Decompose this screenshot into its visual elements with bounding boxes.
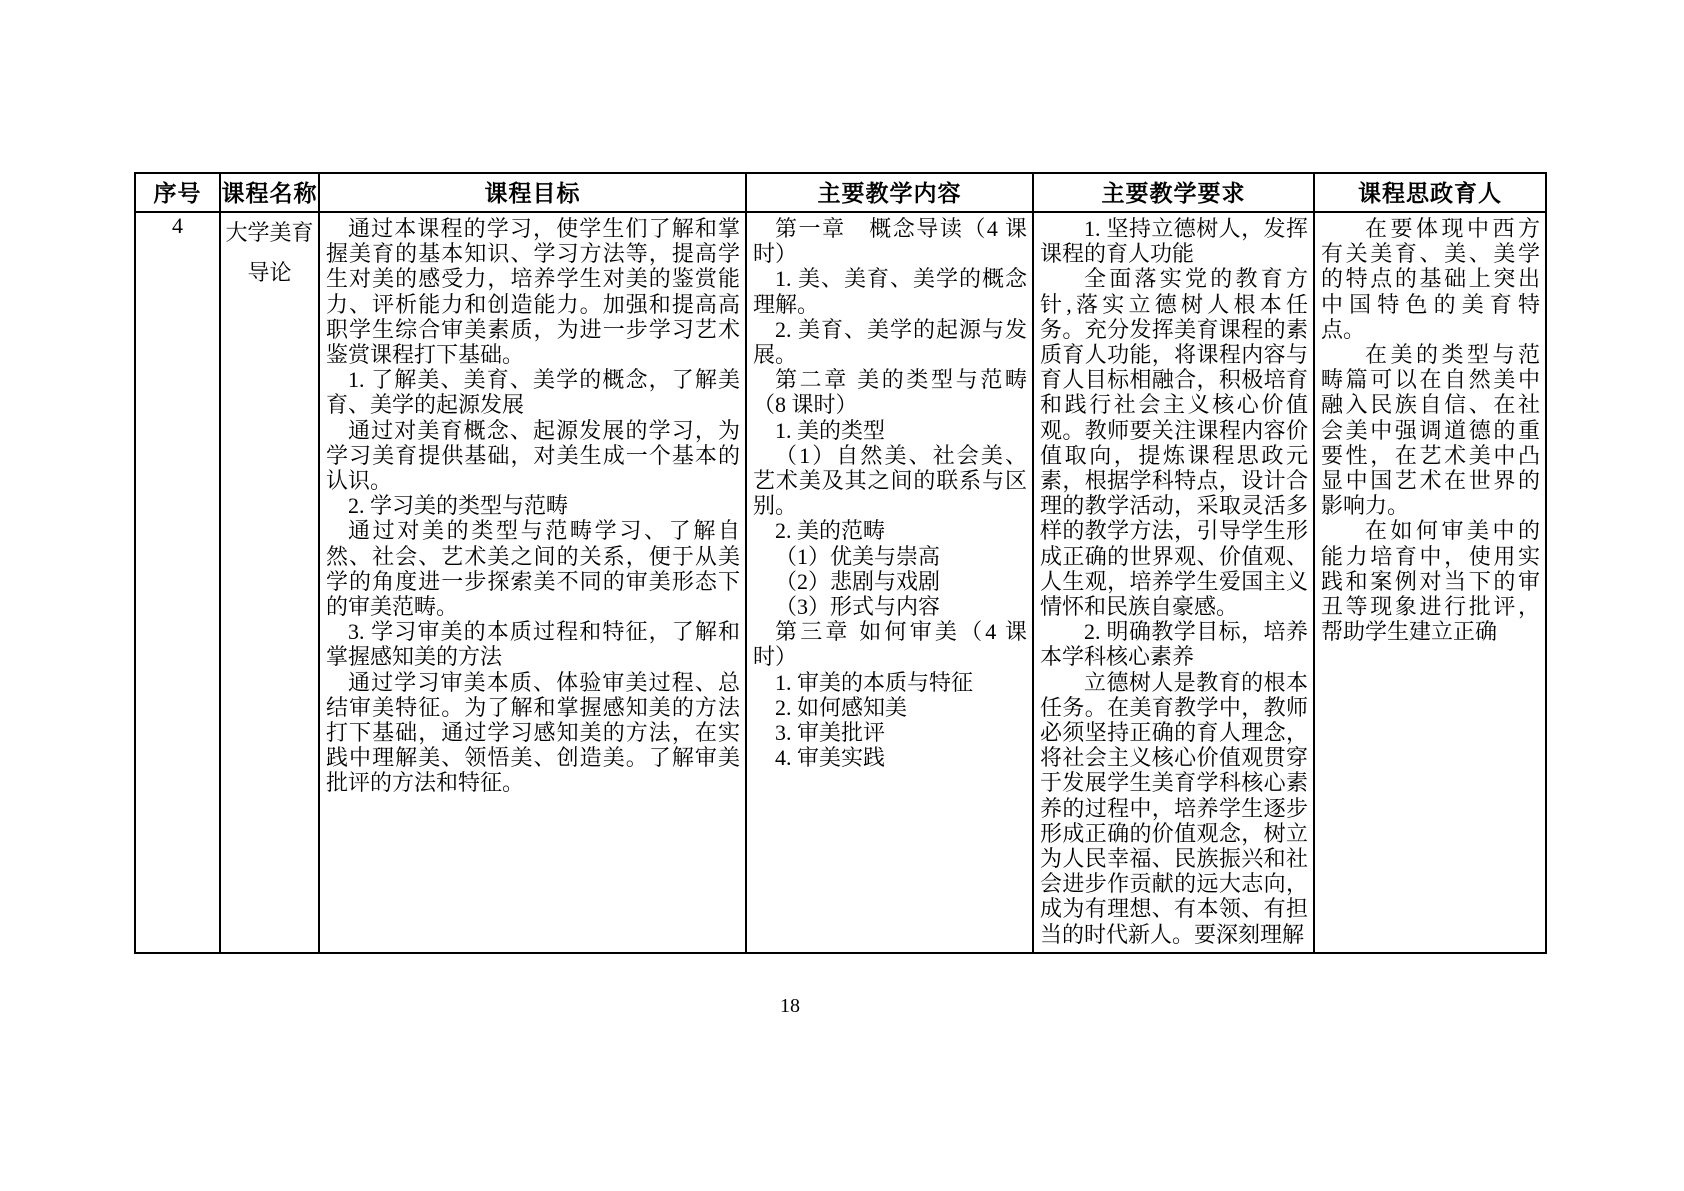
paragraph: 在要体现中西方有关美育、美、美学的特点的基础上突出中国特色的美育特点。 bbox=[1321, 216, 1540, 342]
requirements-cell bbox=[1033, 212, 1314, 953]
page-number: 18 bbox=[780, 995, 800, 1017]
content-subitem: （1）自然美、社会美、艺术美及其之间的联系与区别。 bbox=[753, 442, 1027, 519]
content-item: 3. 审美批评 bbox=[775, 720, 886, 746]
chapter-heading: 第三章 如何审美（4 课时） bbox=[753, 619, 1027, 670]
content-text bbox=[747, 213, 1032, 775]
paragraph: 通过本课程的学习，使学生们了解和掌握美育的基本知识、学习方法等，提高学生对美的感受力，培养学生对美的鉴赏能力、评析能力和创造能力。加强和提高高职学生综合审美素质，为进一步学习艺术鉴赏课程打下基础。 bbox=[326, 216, 740, 368]
course-name-line1: 大学美育 bbox=[225, 220, 314, 245]
content-item: 1. 审美的本质与特征 bbox=[775, 669, 974, 695]
ideology-cell bbox=[1314, 212, 1546, 953]
header-cell-requirements: 主要教学要求 bbox=[1033, 173, 1314, 212]
content-subitem: （1）优美与崇高 bbox=[775, 543, 941, 569]
requirements-text bbox=[1034, 213, 1313, 952]
ideology-text bbox=[1315, 213, 1545, 649]
header-cell-ideology: 课程思政育人 bbox=[1314, 173, 1546, 212]
paragraph: 在如何审美中的能力培育中，使用实践和案例对当下的审丑等现象进行批评，帮助学生建立正确 bbox=[1321, 518, 1540, 645]
paragraph: 通过对美的类型与范畴学习、了解自然、社会、艺术美之间的关系，便于从美学的角度进一步探索美不同的审美形态下的审美范畴。 bbox=[326, 518, 740, 620]
content-item: 4. 审美实践 bbox=[775, 745, 886, 771]
paragraph: 1. 坚持立德树人，发挥课程的育人功能 bbox=[1040, 216, 1308, 267]
header-cell-course-name: 课程名称 bbox=[220, 173, 319, 212]
header-cell-index: 序号 bbox=[135, 173, 220, 212]
paragraph: 3. 学习审美的本质过程和特征，了解和掌握感知美的方法 bbox=[326, 619, 740, 670]
header-cell-objectives: 课程目标 bbox=[319, 173, 746, 212]
content-item: 2. 美育、美学的起源与发展。 bbox=[753, 316, 1027, 368]
chapter-heading: 第一章 概念导读（4 课时） bbox=[753, 216, 1027, 267]
content-cell bbox=[746, 212, 1033, 953]
course-name-line2: 导论 bbox=[247, 260, 292, 285]
chapter-heading: 第二章 美的类型与范畴（8 课时） bbox=[753, 367, 1027, 418]
table-row bbox=[135, 212, 1546, 953]
paragraph: 2. 学习美的类型与范畴 bbox=[348, 493, 569, 519]
content-item: 1. 美的类型 bbox=[775, 417, 886, 443]
course-schedule-table bbox=[134, 172, 1547, 954]
content-item: 1. 美、美育、美学的概念理解。 bbox=[753, 266, 1027, 317]
table-header-row bbox=[135, 173, 1546, 212]
content-item: 2. 如何感知美 bbox=[775, 694, 908, 720]
course-name-cell bbox=[220, 212, 319, 953]
paragraph: 2. 明确教学目标，培养本学科核心素养 bbox=[1040, 619, 1308, 670]
paragraph: 通过对美育概念、起源发展的学习，为学习美育提供基础，对美生成一个基本的认识。 bbox=[326, 417, 740, 494]
content-item: 2. 美的范畴 bbox=[775, 518, 886, 544]
paragraph: 通过学习审美本质、体验审美过程、总结审美特征。为了解和掌握感知美的方法打下基础，通过学习感知美的方法，在实践中理解美、领悟美、创造美。了解审美批评的方法和特征。 bbox=[326, 669, 740, 796]
content-subitem: （3）形式与内容 bbox=[775, 594, 941, 620]
objectives-text bbox=[320, 213, 745, 801]
objectives-cell bbox=[319, 212, 746, 953]
paragraph: 1. 了解美、美育、美学的概念，了解美育、美学的起源发展 bbox=[326, 367, 740, 418]
paragraph: 在美的类型与范畴篇可以在自然美中融入民族自信、在社会美中强调道德的重要性，在艺术美中凸显中国艺术在世界的影响力。 bbox=[1321, 342, 1540, 519]
header-cell-content: 主要教学内容 bbox=[746, 173, 1033, 212]
content-subitem: （2）悲剧与戏剧 bbox=[775, 568, 941, 594]
paragraph: 立德树人是教育的根本任务。在美育教学中，教师必须坚持正确的育人理念，将社会主义核心价值观贯穿于发展学生美育学科核心素养的过程中，培养学生逐步形成正确的价值观念，树立为人民幸福、民族振兴和社会进步作贡献的远大志向，成为有理想、有本领、有担当的时代新人。要深刻理解 bbox=[1040, 669, 1308, 947]
paragraph: 全面落实党的教育方针,落实立德树人根本任务。充分发挥美育课程的素质育人功能，将课程内容与育人目标相融合，积极培育和践行社会主义核心价值观。教师要关注课程内容价值取向，提炼课程思政元素，根据学科特点，设计合理的教学活动，采取灵活多样的教学方法，引导学生形成正确的世界观、价值观、人生观，培养学生爱国主义情怀和民族自豪感。 bbox=[1040, 266, 1308, 620]
row-index-cell: 4 bbox=[135, 212, 220, 953]
